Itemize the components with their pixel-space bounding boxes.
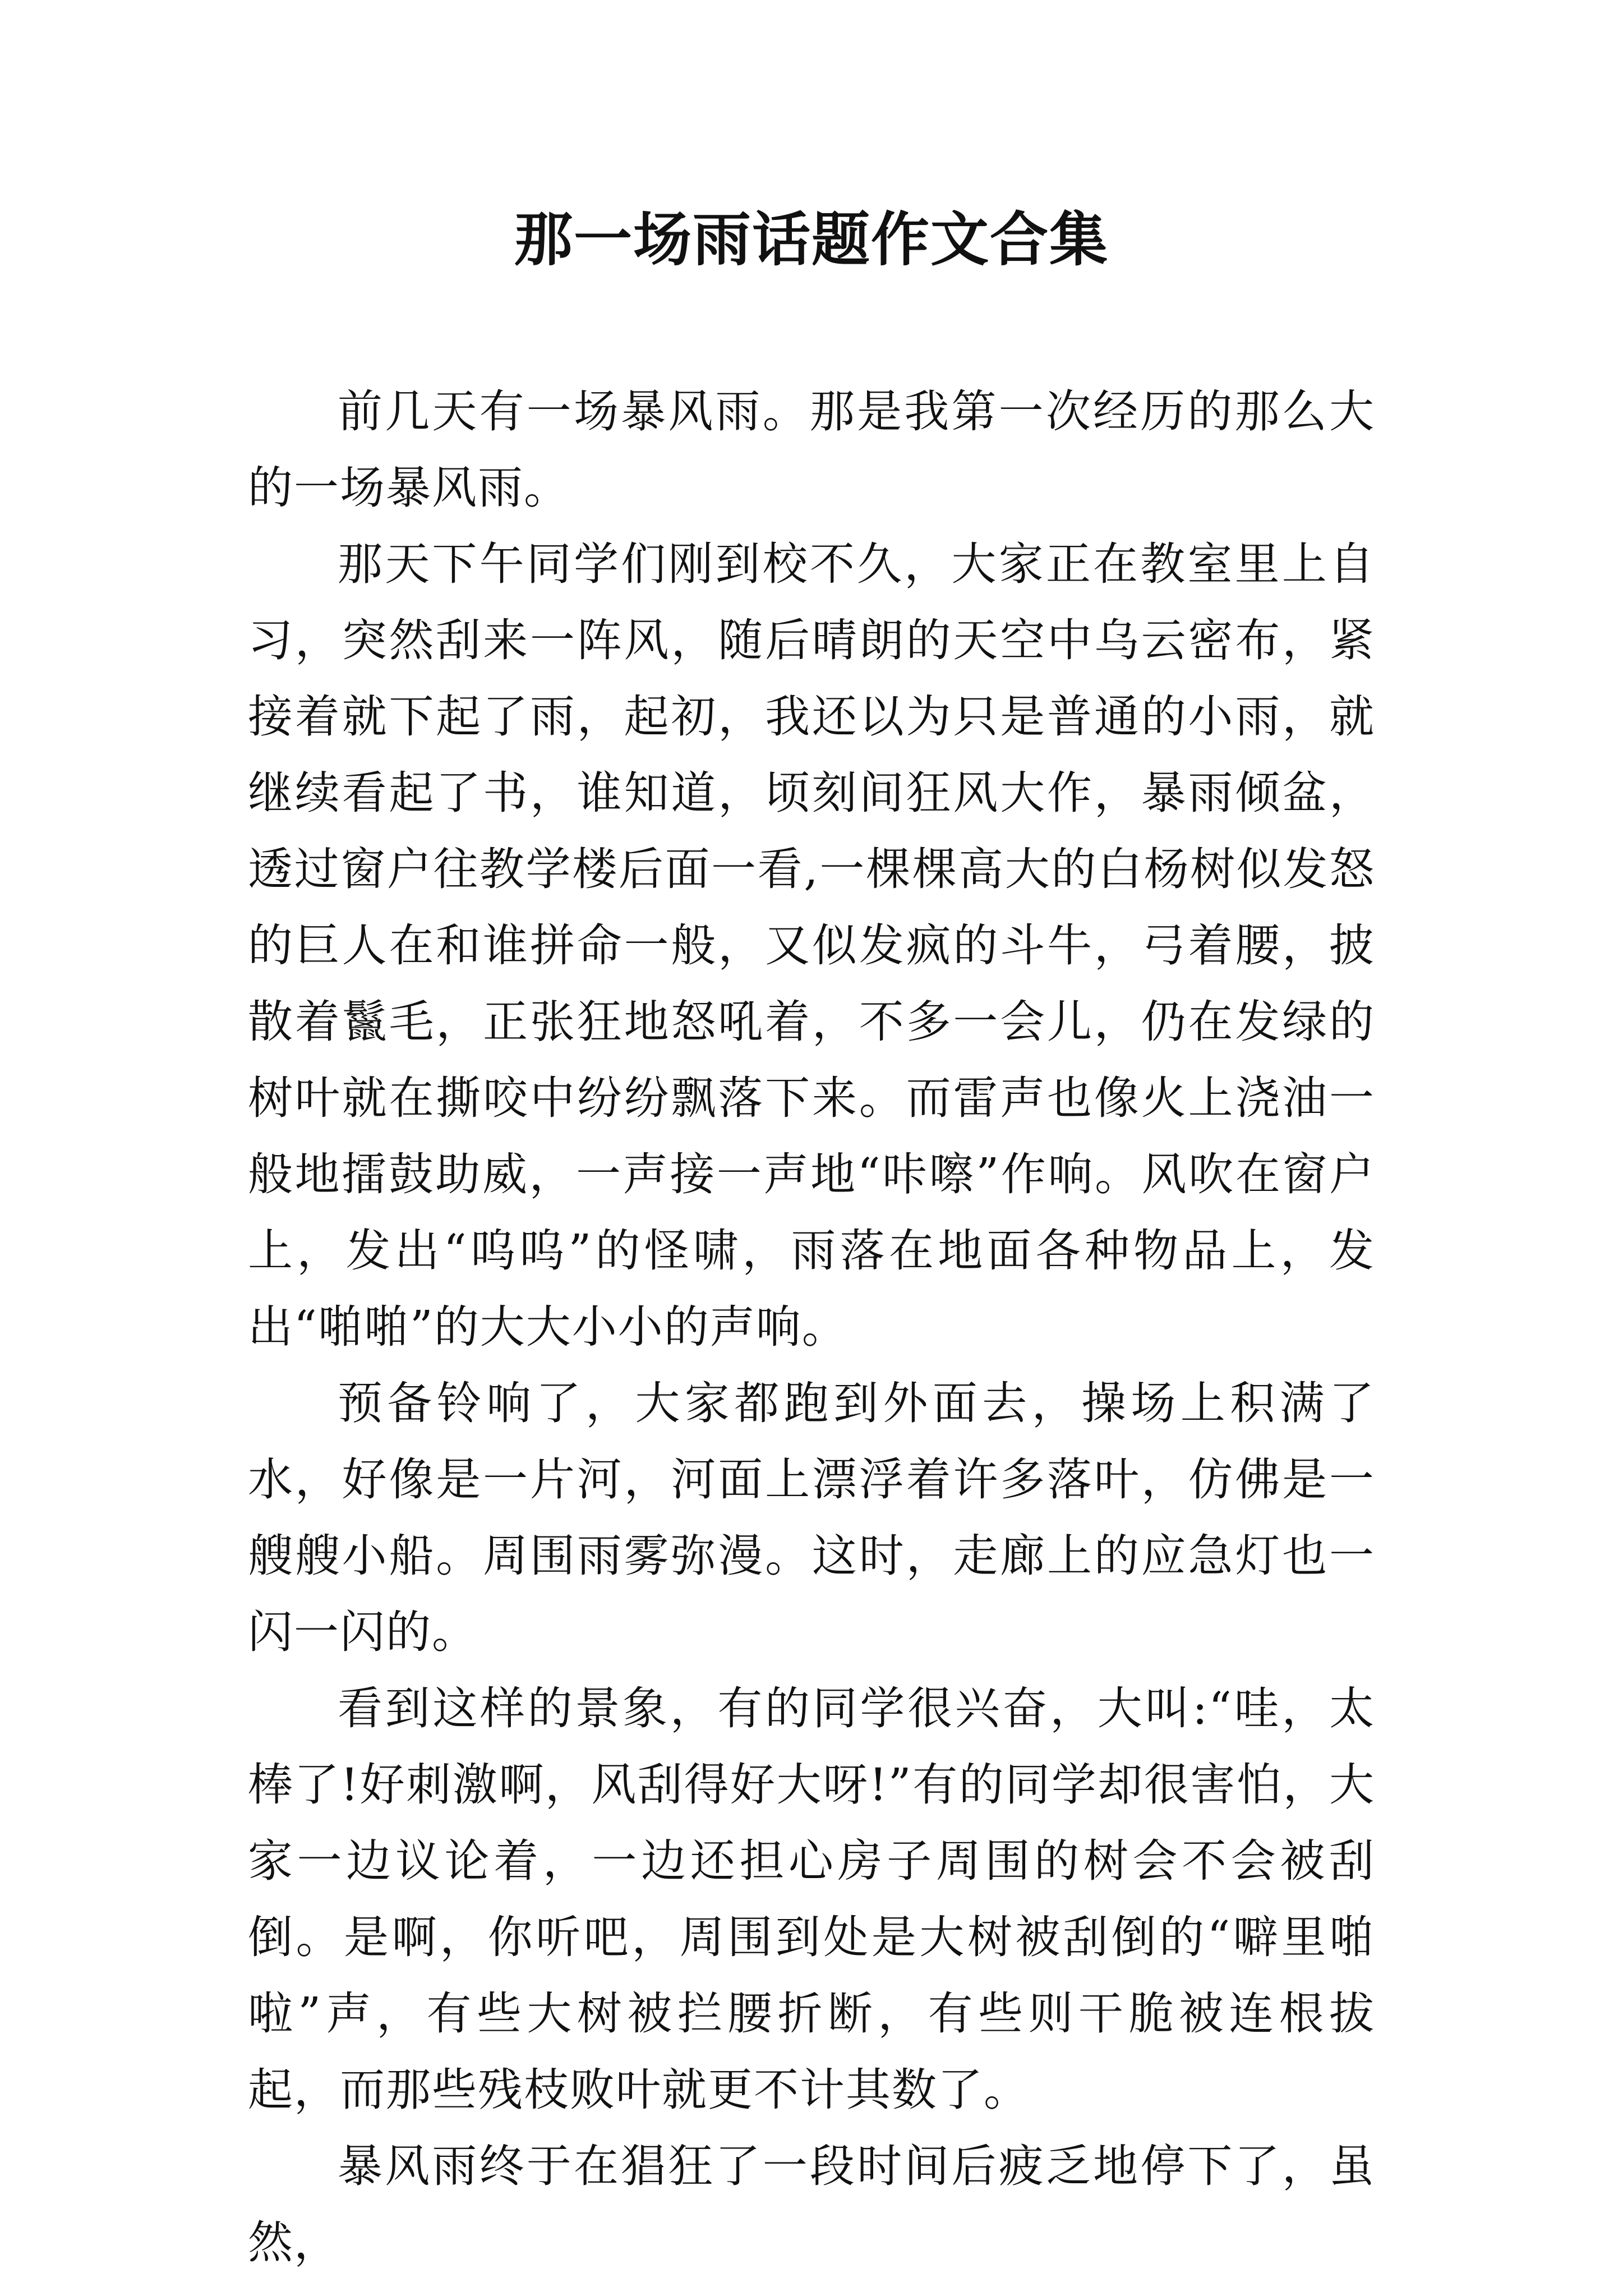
paragraph-3: 预备铃响了，大家都跑到外面去，操场上积满了水，好像是一片河，河面上漂浮着许多落叶，仿佛是一艘艘小船。周围雨雾弥漫。这时，走廊上的应急灯也一闪一闪的。	[248, 1377, 1375, 1658]
paragraph-4: 看到这样的景象，有的同学很兴奋，大叫:“哇，太棒了!好刺激啊，风刮得好大呀!”有的同学却很害怕，大家一边议论着，一边还担心房子周围的树会不会被刮倒。是啊，你听吧，周围到处是大树被刮倒的“噼里啪啦”声，有些大树被拦腰折断，有些则干脆被连根拔起，而那些残枝败叶就更不计其数了。	[248, 1682, 1375, 2116]
paragraph-1: 前几天有一场暴风雨。那是我第一次经历的那么大的一场暴风雨。	[248, 385, 1375, 514]
paragraph-2: 那天下午同学们刚到校不久，大家正在教室里上自习，突然刮来一阵风，随后晴朗的天空中乌云密布，紧接着就下起了雨，起初，我还以为只是普通的小雨，就继续看起了书，谁知道，顷刻间狂风大作，暴雨倾盆，透过窗户往教学楼后面一看,一棵棵高大的白杨树似发怒的巨人在和谁拼命一般，又似发疯的斗牛，弓着腰，披散着鬣毛，正张狂地怒吼着，不多一会儿，仍在发绿的树叶就在撕咬中纷纷飘落下来。而雷声也像火上浇油一般地擂鼓助威，一声接一声地“咔嚓”作响。风吹在窗户上，发出“呜呜”的怪啸，雨落在地面各种物品上，发出“啪啪”的大大小小的声响。	[248, 538, 1375, 1353]
document-body	[248, 374, 1375, 2281]
paragraph-5: 暴风雨终于在猖狂了一段时间后疲乏地停下了，虽然，	[248, 2140, 1375, 2269]
document-title: 那一场雨话题作文合集	[514, 205, 1109, 274]
